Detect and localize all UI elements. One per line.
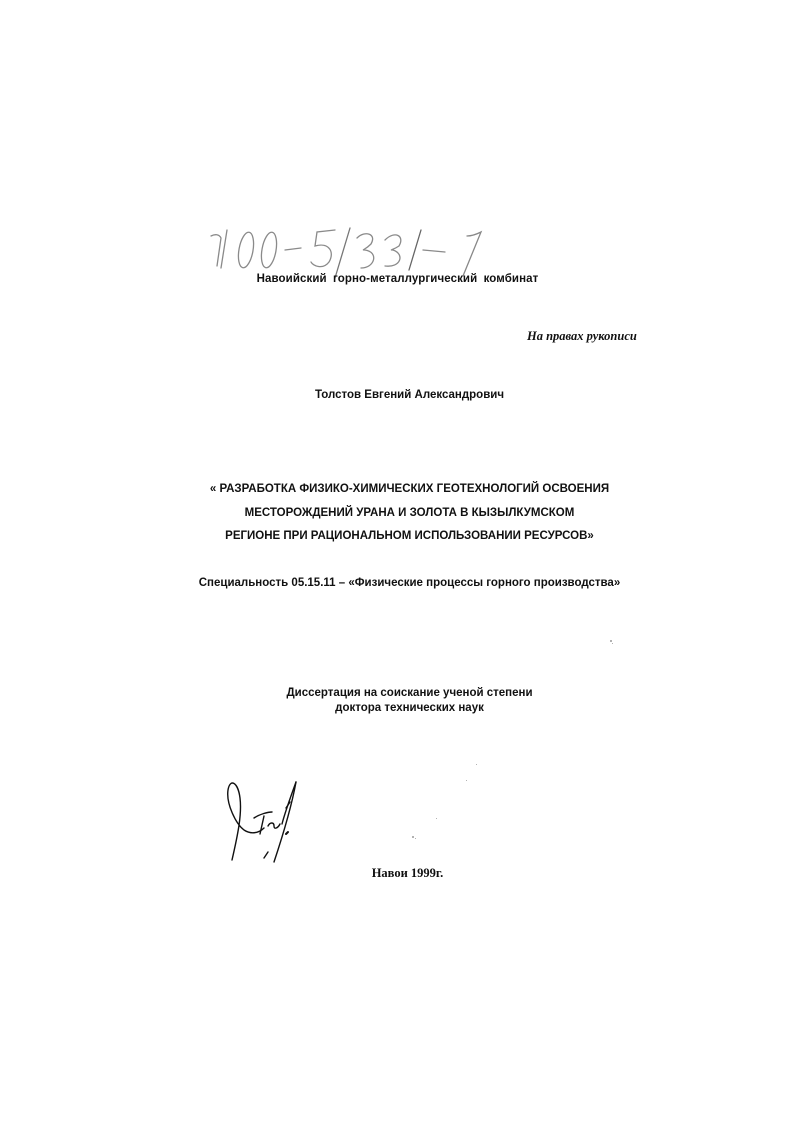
scan-speck	[466, 780, 467, 781]
rights-note: На правах рукописи	[527, 329, 637, 343]
scan-speck	[412, 836, 414, 838]
scan-speck	[436, 818, 437, 819]
scan-speck	[612, 643, 613, 644]
city-and-year: Навои 1999г.	[371, 866, 444, 880]
author-name: Толстов Евгений Александрович	[314, 389, 505, 401]
scan-speck	[415, 838, 416, 839]
specialty-line: Специальность 05.15.11 – «Физические процессы горного производства»	[198, 577, 621, 589]
title-line: МЕСТОРОЖДЕНИЙ УРАНА И ЗОЛОТА В КЫЗЫЛКУМСКОМ	[244, 506, 575, 519]
signature	[224, 774, 324, 866]
dissertation-title	[12, 478, 795, 549]
scan-speck	[610, 640, 612, 642]
degree-line: доктора технических наук	[335, 702, 484, 714]
degree-line: Диссертация на соискание ученой степени	[286, 687, 533, 699]
title-line: РЕГИОНЕ ПРИ РАЦИОНАЛЬНОМ ИСПОЛЬЗОВАНИИ РЕСУРСОВ»	[225, 530, 594, 542]
degree-statement	[12, 686, 795, 716]
organization-name: Навоийский горно-металлургический комбинат	[256, 273, 539, 285]
scan-speck	[476, 764, 477, 765]
title-line: « РАЗРАБОТКА ФИЗИКО-ХИМИЧЕСКИХ ГЕОТЕХНОЛОГИЙ ОСВОЕНИЯ	[209, 483, 610, 495]
